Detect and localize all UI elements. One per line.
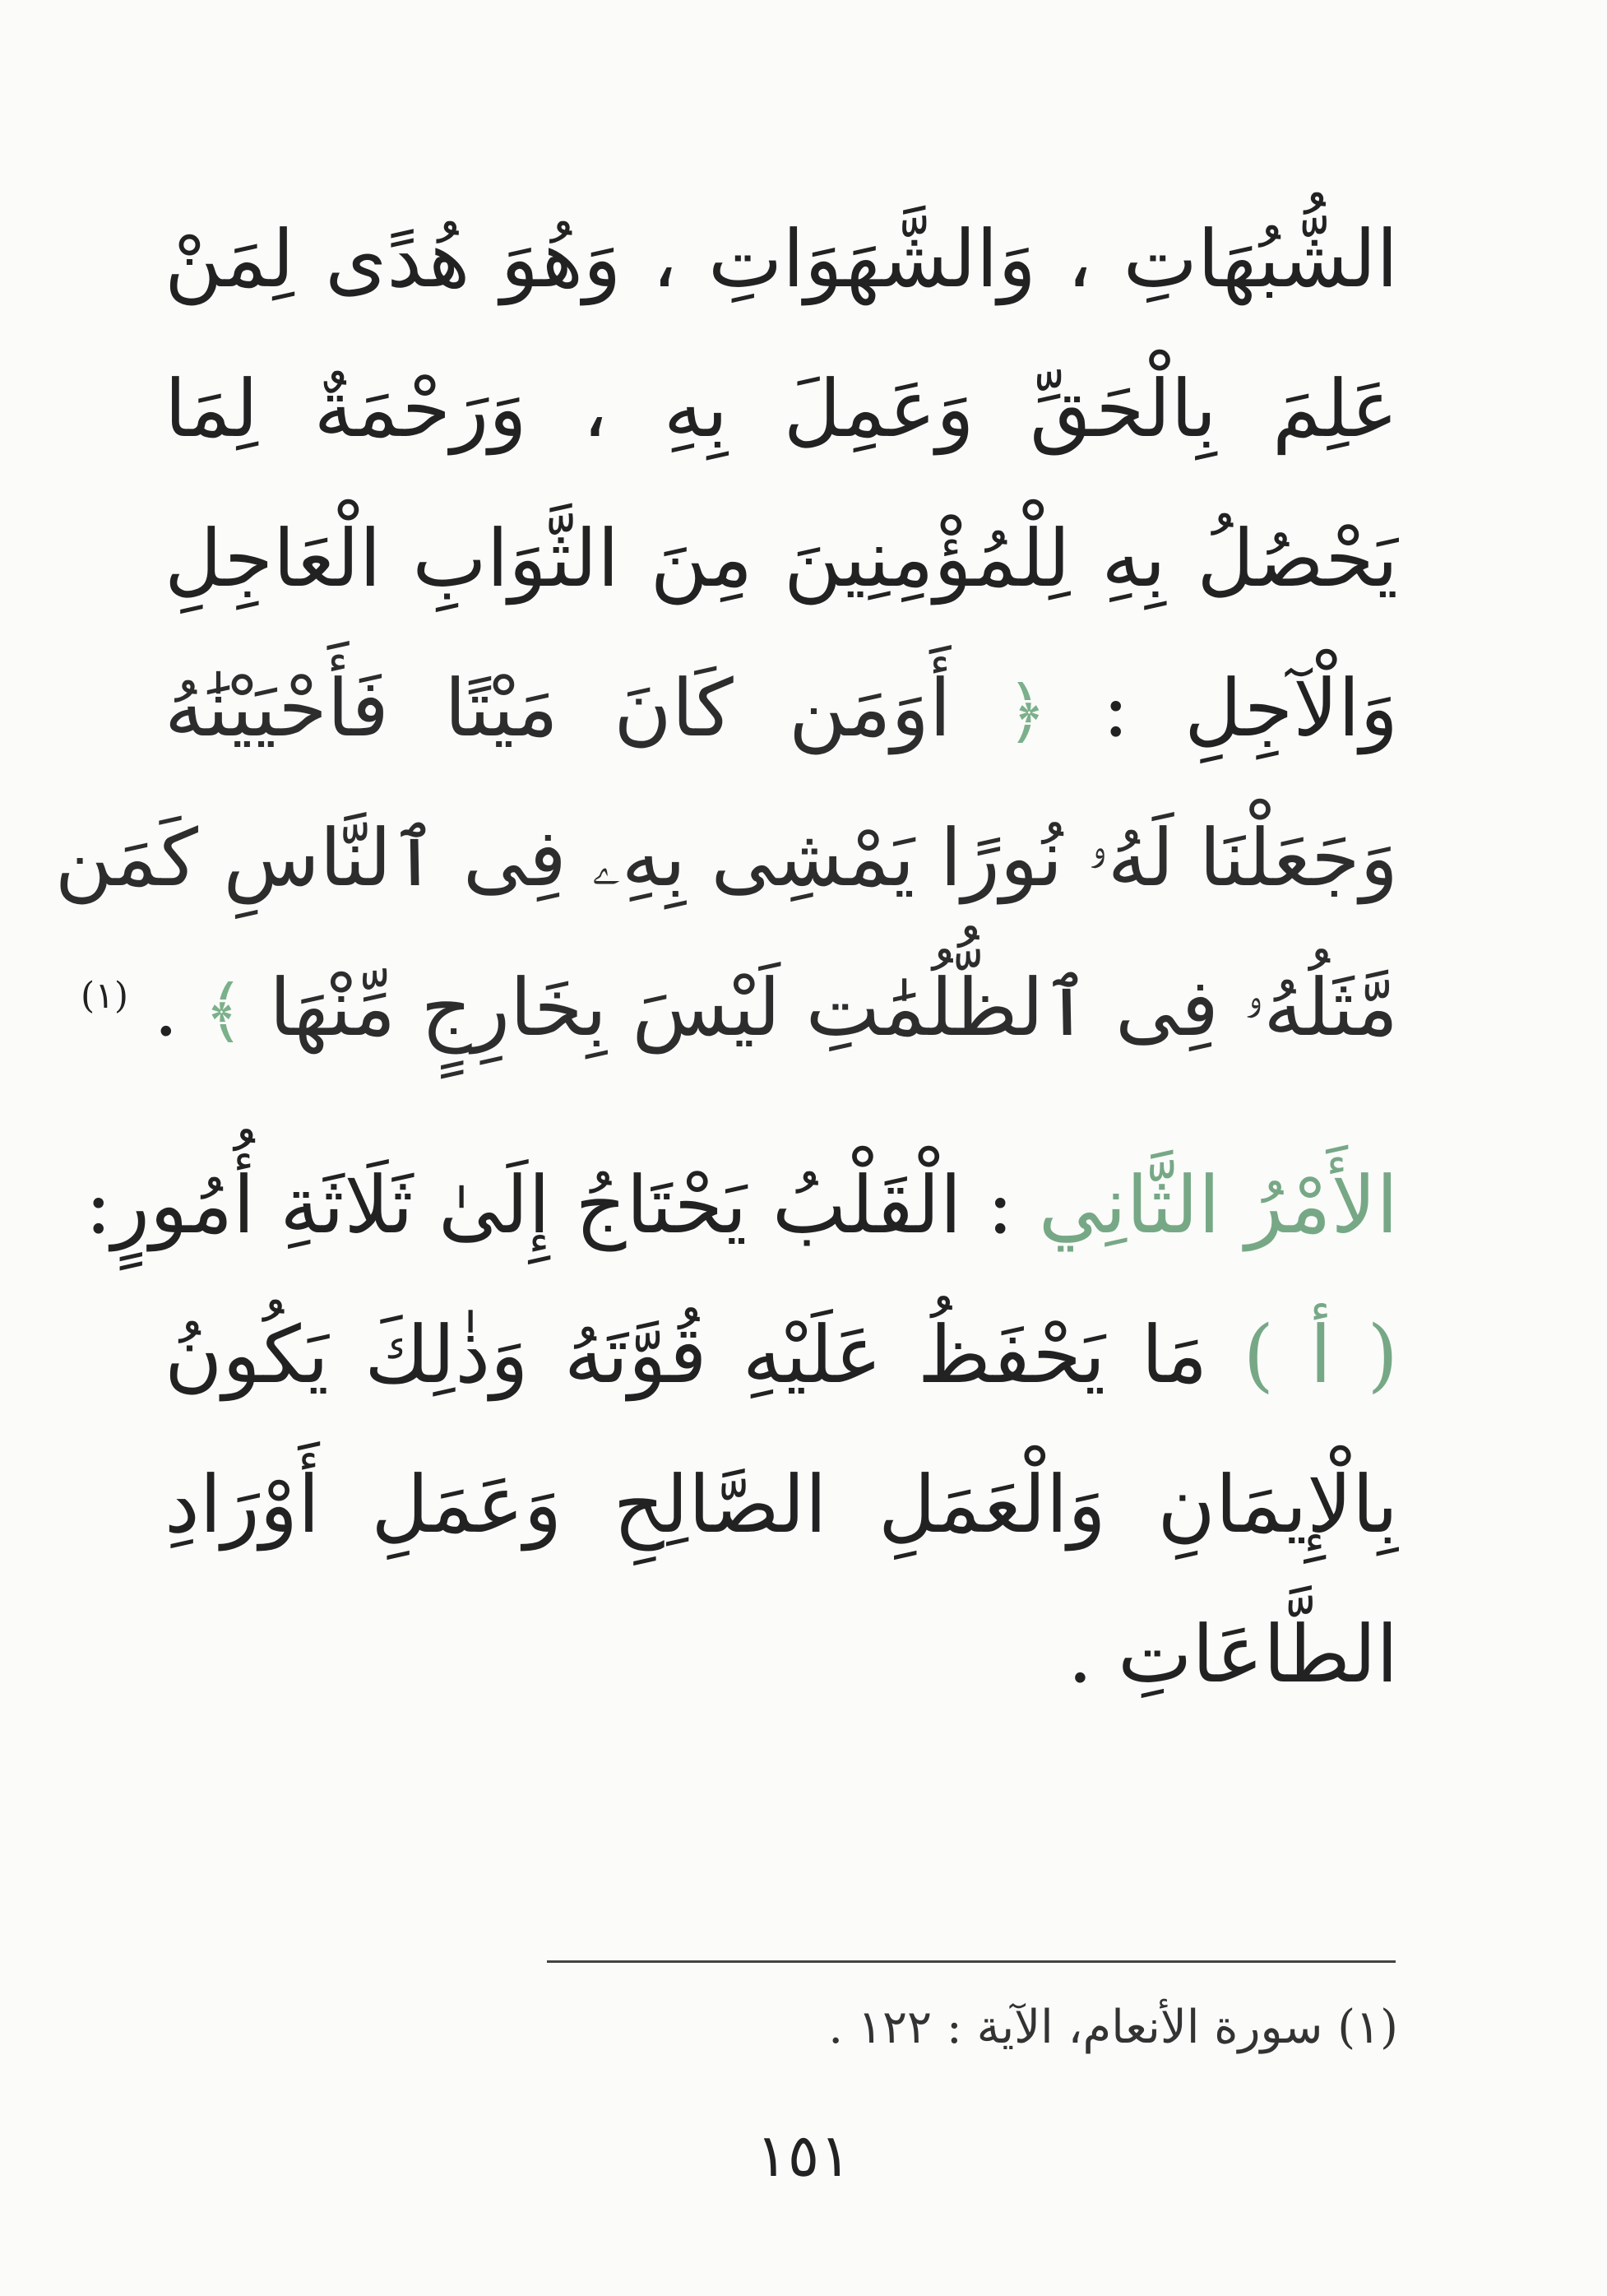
text-line-4-start: وَالْآجِلِ :	[1102, 662, 1398, 754]
section-heading-text: : الْقَلْبُ يَحْتَاجُ إِلَىٰ ثَلَاثَةِ أُمُورٍ:	[85, 1159, 1014, 1251]
text-line-3-content: يَحْصُلُ بِهِ لِلْمُؤْمِنِينَ مِنَ الثَّوَابِ الْعَاجِلِ	[164, 513, 1398, 605]
footnote: (١) سورة الأنعام، الآية : ١٢٢ .	[828, 2001, 1398, 2054]
item-line-2-content: بِالْإِيمَانِ وَالْعَمَلِ الصَّالِحِ وَعَمَلِ أَوْرَادِ	[164, 1459, 1398, 1551]
sentence-end: .	[153, 962, 179, 1054]
quran-close-ornament-icon: ﴾	[203, 971, 244, 1051]
item-line-1-content: مَا يَحْفَظُ عَلَيْهِ قُوَّتَهُ وَذٰلِكَ يَكُونُ	[164, 1309, 1208, 1401]
quran-line-3: مَّثَلُهُۥ فِى ٱلظُّلُمَٰتِ لَيْسَ بِخَارِجٍ مِّنْهَا	[269, 962, 1398, 1054]
item-line-3	[164, 1552, 1398, 1757]
item-line-3-content: الطَّاعَاتِ .	[1067, 1608, 1398, 1700]
text-line-2-content: عَلِمَ بِالْحَقِّ وَعَمِلَ بِهِ ، وَرَحْمَةٌ لِمَا	[164, 363, 1398, 455]
text-line-1-content: الشُّبُهَاتِ ، وَالشَّهَوَاتِ ، وَهُوَ هُدًى لِمَنْ	[164, 213, 1398, 305]
page-number: ١٥١	[755, 2121, 851, 2190]
text-line-6	[81, 905, 1398, 1111]
quran-line-1: أَوَمَن كَانَ مَيْتًا فَأَحْيَيْنَٰهُ	[164, 662, 952, 754]
footnote-divider	[547, 1960, 1396, 1963]
section-heading-accent: الأَمْرُ الثَّانِي	[1038, 1159, 1398, 1251]
quran-open-ornament-icon: ﴿	[1006, 671, 1048, 752]
footnote-reference: (١)	[81, 975, 129, 1017]
quran-line-2: وَجَعَلْنَا لَهُۥ نُورًا يَمْشِى بِهِۦ فِى ٱلنَّاسِ كَمَن	[54, 812, 1398, 904]
item-marker: ( أ )	[1243, 1309, 1399, 1401]
